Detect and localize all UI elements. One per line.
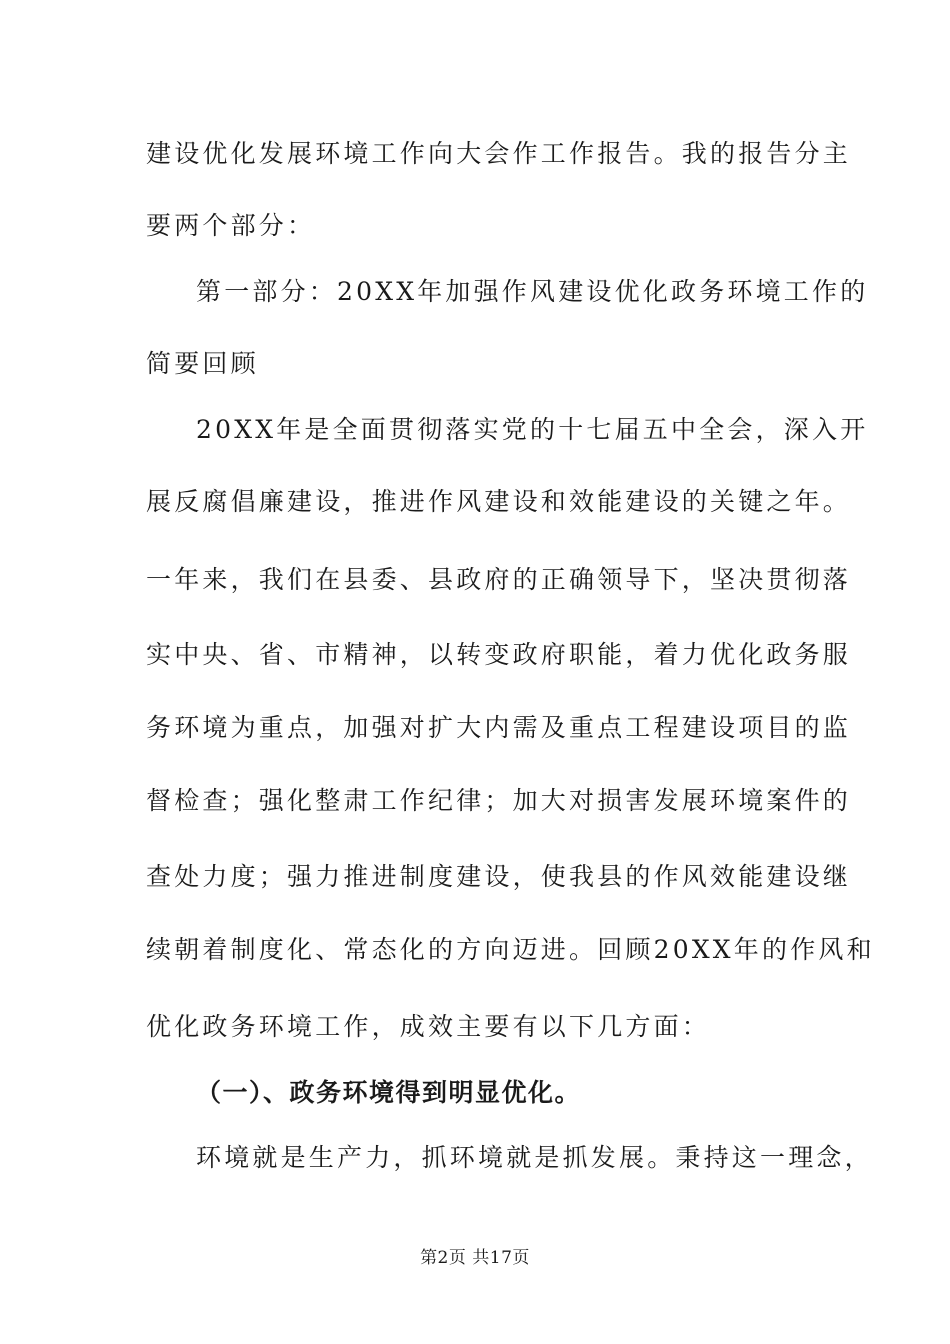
page-number-footer: 第2页 共17页 (420, 1248, 530, 1268)
paragraph-line: 环境就是生产力，抓环境就是抓发展。秉持这一理念， (196, 1143, 873, 1172)
paragraph-line: 实中央、省、市精神，以转变政府职能，着力优化政务服 (146, 640, 852, 669)
section-title-line: 简要回顾 (146, 349, 259, 378)
section-title-line: 第一部分：20XX年加强作风建设优化政务环境工作的 (196, 277, 869, 306)
subsection-heading: （一）、政务环境得到明显优化。 (196, 1078, 582, 1107)
paragraph-line: 展反腐倡廉建设，推进作风建设和效能建设的关键之年。 (146, 487, 852, 516)
paragraph-line: 优化政务环境工作，成效主要有以下几方面： (146, 1012, 711, 1041)
paragraph-line: 查处力度；强力推进制度建设，使我县的作风效能建设继 (146, 862, 852, 891)
paragraph-line: 一年来，我们在县委、县政府的正确领导下，坚决贯彻落 (146, 565, 852, 594)
paragraph-line: 督检查；强化整肃工作纪律；加大对损害发展环境案件的 (146, 786, 852, 815)
paragraph-line: 务环境为重点，加强对扩大内需及重点工程建设项目的监 (146, 713, 852, 742)
paragraph-line: 建设优化发展环境工作向大会作工作报告。我的报告分主 (146, 139, 852, 168)
paragraph-line: 续朝着制度化、常态化的方向迈进。回顾20XX年的作风和 (146, 935, 875, 964)
paragraph-line: 要两个部分： (146, 211, 316, 240)
paragraph-line: 20XX年是全面贯彻落实党的十七届五中全会，深入开 (196, 415, 869, 444)
